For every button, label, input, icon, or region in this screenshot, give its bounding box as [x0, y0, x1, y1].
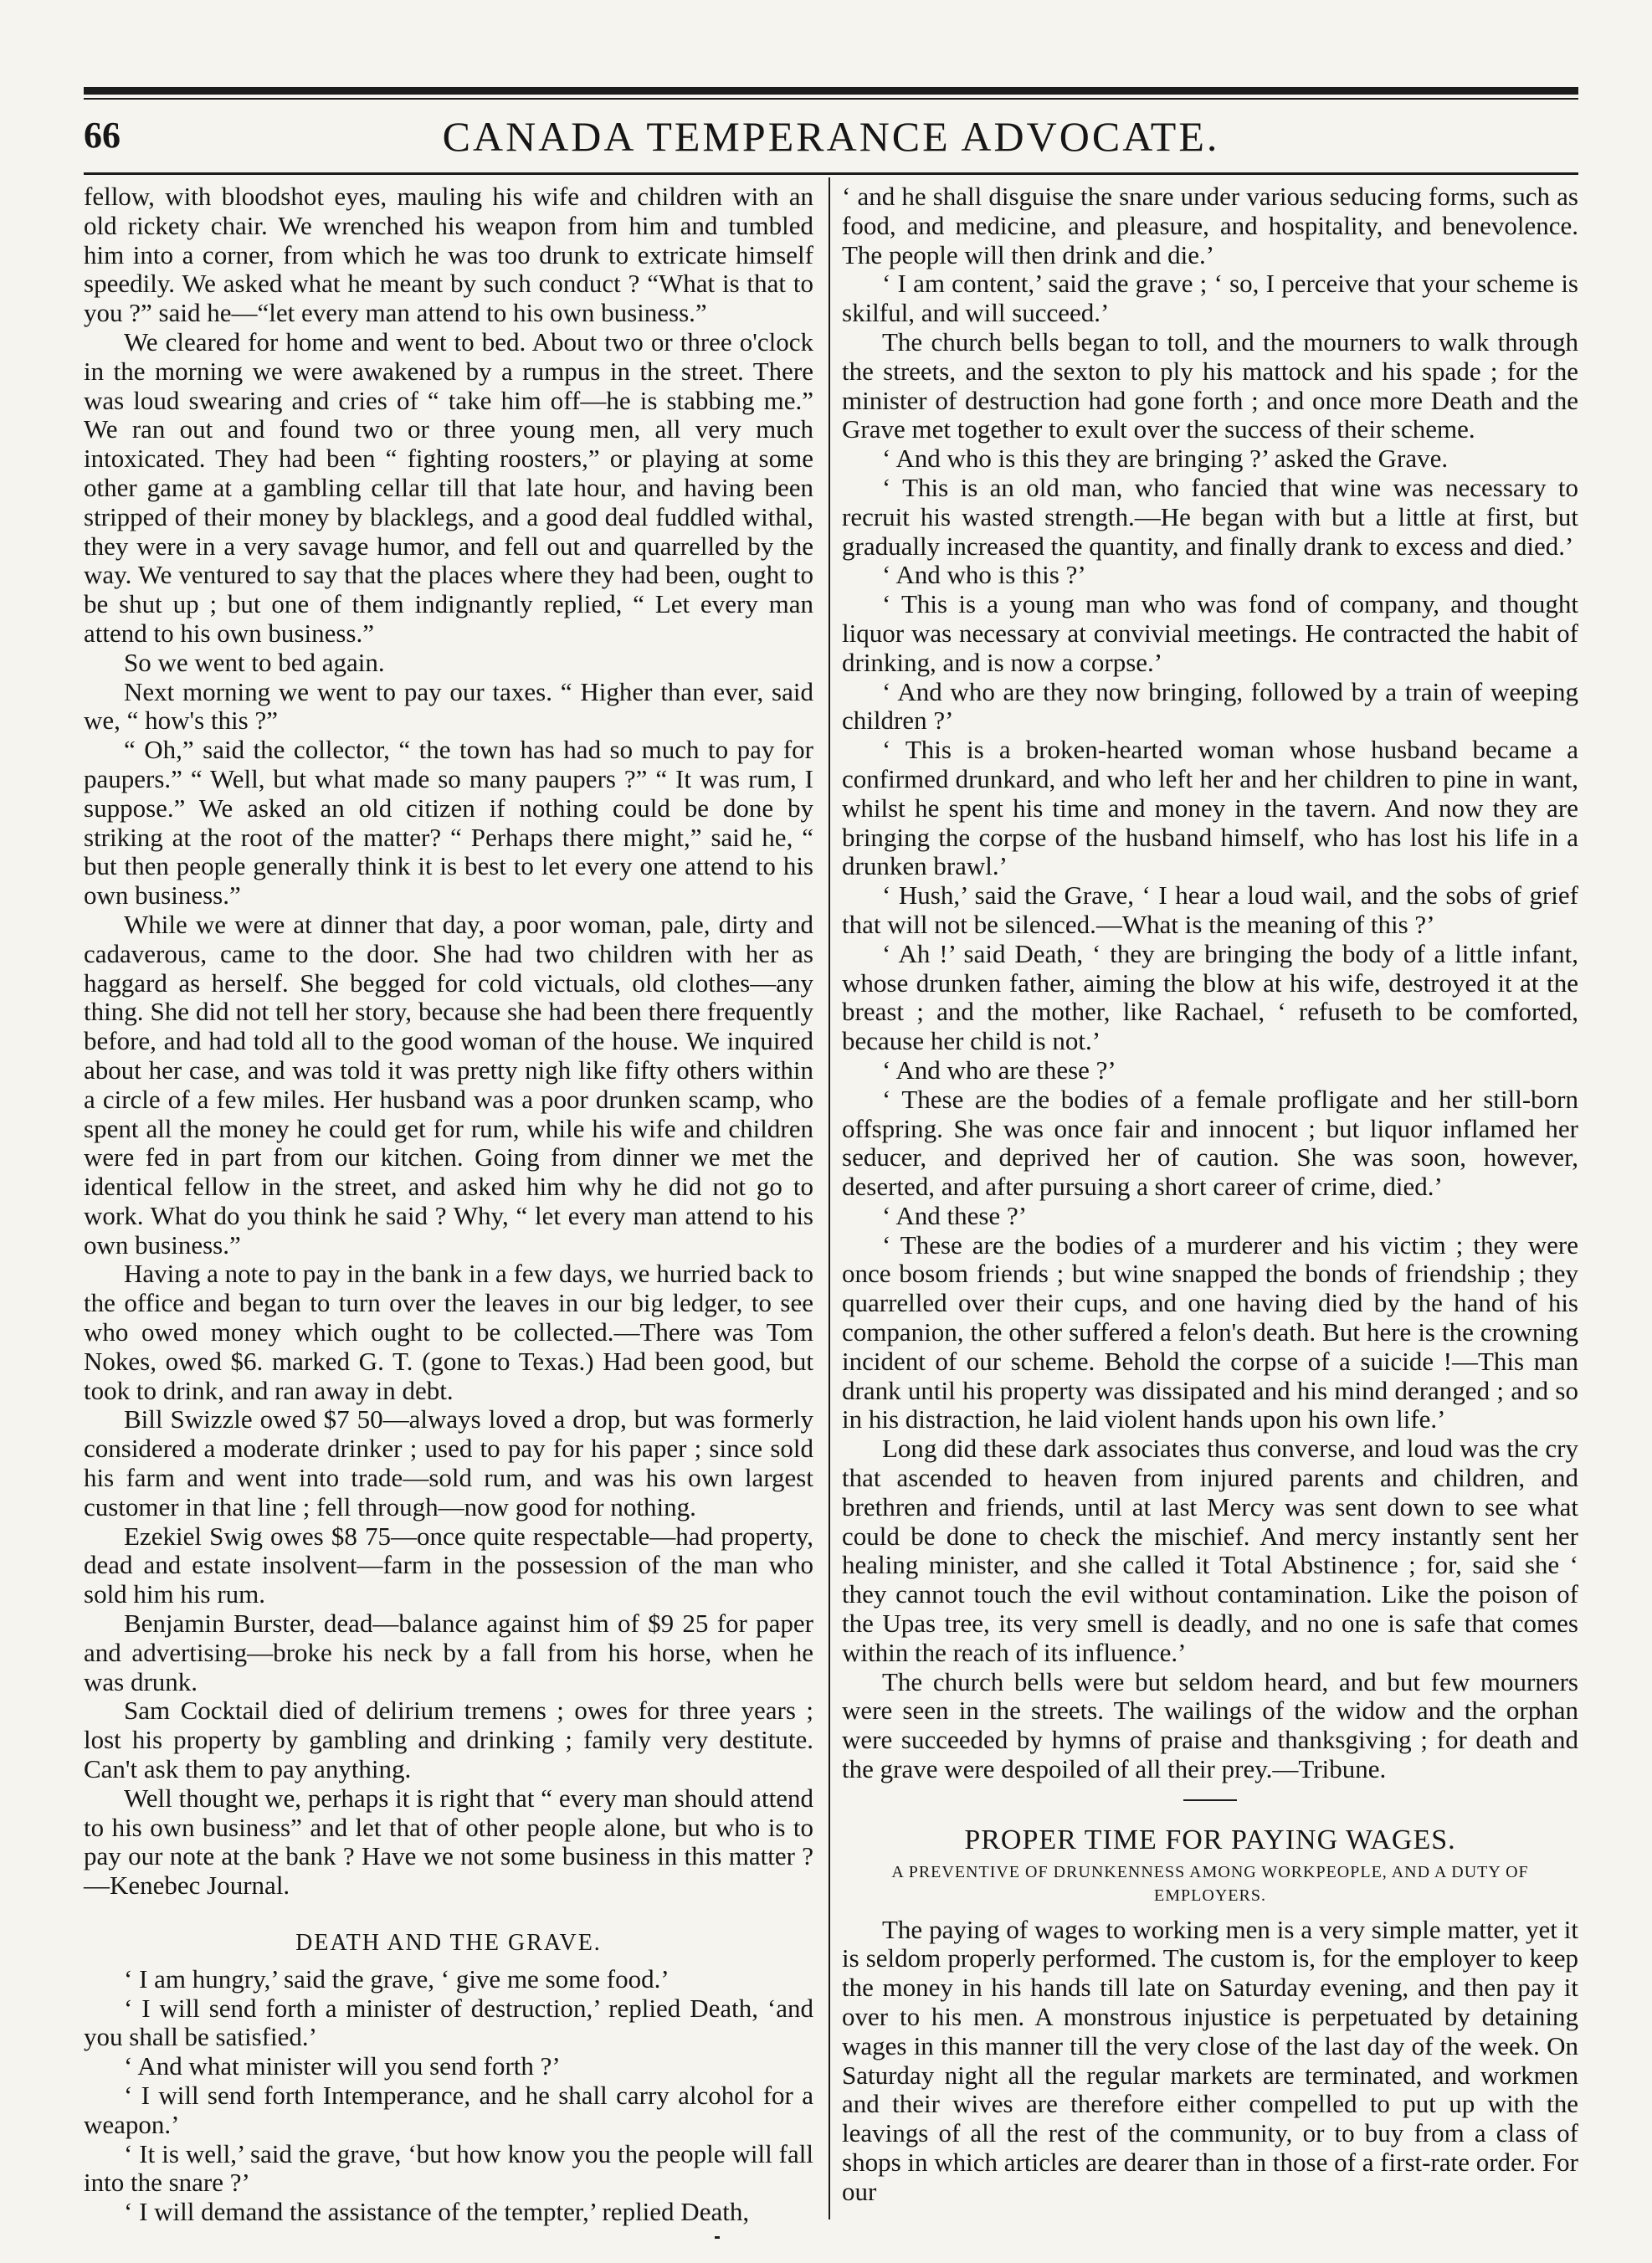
article-paragraph: ‘ Ah !’ said Death, ‘ they are bringing the body of a little infant, whose drunken father, aiming the blow at his wife, destroyed it at the breast ; and the mother, like Rachael, ‘ refuseth to be comforted, because her child is not.’ — [842, 938, 1578, 1056]
masthead-title: CANADA TEMPERANCE ADVOCATE. — [442, 113, 1220, 160]
article-paragraph: Ezekiel Swig owes $8 75—once quite respectable—had property, dead and estate insolvent—farm in the possession of the man who sold him his rum. — [84, 1521, 813, 1609]
article-paragraph: ‘ This is an old man, who fancied that wine was necessary to recruit his wasted strength.—He began with but a little at first, but gradually increased the quantity, and finally drank to excess and died.’ — [842, 472, 1578, 561]
article-paragraph: ‘ And these ?’ — [882, 1200, 1028, 1230]
article-paragraph: ‘ and he shall disguise the snare under various seducing forms, such as food, and medicine, and pleasure, and hospitality, and benevolence. The people will then drink and die.’ — [842, 182, 1578, 269]
wages-subheading: A PREVENTIVE OF DRUNKENNESS AMONG WORKPEOPLE, AND A DUTY OF EMPLOYERS. — [891, 1862, 1529, 1905]
article-paragraph: The paying of wages to working men is a very simple matter, yet it is seldom properly performed. The custom is, for the employer to keep the money in his hands till late on Saturday evening, and then pay it over to his men. A monstrous injustice is perpetuated by detaining wages in this manner till the very close of the last day of the week. On Saturday night all the regular markets are terminated, and workmen and their wives are therefore either compelled to put up with the leavings of all the rest of the community, or to buy from a class of shops in which articles are dearer than in those of a first-rate order. For our — [842, 1914, 1578, 2206]
left-column — [84, 182, 813, 2227]
article-paragraph: So we went to bed again. — [124, 647, 385, 677]
article-paragraph: The church bells began to toll, and the mourners to walk through the streets, and the sexton to ply his mattock and his spade ; for the minister of destruction had gone forth ; and once more Death and the Grave met together to exult over the success of their scheme. — [842, 326, 1578, 444]
top-thin-rule — [84, 98, 1578, 100]
article-paragraph: Next morning we went to pay our taxes. “ Higher than ever, said we, “ how's this ?” — [84, 676, 813, 736]
article-paragraph: We cleared for home and went to bed. About two or three o'clock in the morning we were awakened by a rumpus in the street. There was loud swearing and cries of “ take him off—he is stabbing me.” We ran out and found two or three young men, all very much intoxicated. They had been “ fighting roosters,” or playing at some other game at a gambling cellar till that late hour, and having been stripped of their money by blacklegs, and a good deal fuddled withal, they were in a very savage humor, and fell out and quarrelled by the way. We ventured to say that the places where they had been, ought to be shut up ; but one of them indignantly replied, “ Let every man attend to his own business.” — [84, 326, 813, 648]
article-paragraph: Well thought we, perhaps it is right that “ every man should attend to his own business” and let that of other people alone, but who is to pay our note at the bank ? Have we not some business in this matter ?—Kenebec Journal. — [84, 1783, 813, 1901]
article-paragraph: ‘ This is a young man who was fond of company, and thought liquor was necessary at convivial meetings. He contracted the habit of drinking, and is now a corpse.’ — [842, 589, 1578, 677]
death-grave-heading: DEATH AND THE GRAVE. — [295, 1930, 602, 1957]
article-paragraph: The church bells were but seldom heard, and but few mourners were seen in the streets. The wailings of the widow and the orphan were succeeded by hymns of praise and thanksgiving ; for death and the grave were despoiled of all their prey.—Tribune. — [842, 1666, 1578, 1784]
article-paragraph: ‘ I am hungry,’ said the grave, ‘ give me some food.’ — [124, 1963, 670, 1994]
article-paragraph: ‘ I will send forth a minister of destruction,’ replied Death, ‘and you shall be satisfied.’ — [84, 1993, 813, 2052]
article-paragraph: Having a note to pay in the bank in a few days, we hurried back to the office and began to turn over the leaves in our big ledger, to see who owed money which ought to be collected.—There was Tom Nokes, owed $6. marked G. T. (gone to Texas.) Had been good, but took to drink, and ran away in debt. — [84, 1259, 813, 1405]
article-paragraph: “ Oh,” said the collector, “ the town has had so much to pay for paupers.” “ Well, but what made so many paupers ?” “ It was rum, I suppose.” We asked an old citizen if nothing could be done by striking at the root of the matter? “ Perhaps there might,” said he, “ but then people generally think it is best to let every one attend to his own business.” — [84, 735, 813, 911]
page-number: 66 — [84, 115, 121, 156]
article-paragraph: ‘ And what minister will you send forth ?’ — [124, 2051, 561, 2081]
article-paragraph: While we were at dinner that day, a poor woman, pale, dirty and cadaverous, came to the door. She had two children with her as haggard as herself. She begged for cold victuals, old clothes—any thing. She did not tell her story, because she had been there frequently before, and had told all to the good woman of the house. We inquired about her case, and was told it was pretty nigh like fifty others within a circle of a few miles. Her husband was a poor drunken scamp, who spent all the money he could get for rum, while his wife and children were fed in part from our kitchen. Going from dinner we met the identical fellow in the street, and asked him why he did not go to work. What do you think he said ? Why, “ let every man attend to his own business.” — [84, 909, 813, 1260]
article-paragraph: ‘ These are the bodies of a murderer and his victim ; they were once bosom friends ; but wine snapped the bonds of friendship ; they quarrelled over their cups, and one having died by the hand of his companion, the other suffered a felon's death. But here is the crowning incident of our scheme. Behold the corpse of a suicide !—This man drank until his property was dissipated and his mind deranged ; and so in his distraction, he laid violent hands upon his own life.’ — [842, 1229, 1578, 1434]
article-paragraph: fellow, with bloodshot eyes, mauling his wife and children with an old rickety chair. We wrenched his weapon from him and tumbled him into a corner, from which he was too drunk to extricate himself speedily. We asked what he meant by such conduct ? “What is that to you ?” said he—“let every man attend to his own business.” — [84, 182, 813, 328]
article-paragraph: ‘ I will demand the assistance of the tempter,’ replied Death, — [124, 2197, 750, 2227]
article-paragraph: ‘ It is well,’ said the grave, ‘but how know you the people will fall into the snare ?’ — [84, 2138, 813, 2198]
article-paragraph: Sam Cocktail died of delirium tremens ; owes for three years ; lost his property by gambling and drinking ; family very destitute. Can't ask them to pay anything. — [84, 1696, 813, 1784]
article-paragraph: Bill Swizzle owed $7 50—always loved a drop, but was formerly considered a moderate drinker ; used to pay for his paper ; since sold his farm and went into trade—sold rum, and was his own largest customer in that line ; fell through—now good for nothing. — [84, 1404, 813, 1521]
article-paragraph: ‘ Hush,’ said the Grave, ‘ I hear a loud wail, and the sobs of grief that will not be silenced.—What is the meaning of this ?’ — [842, 880, 1578, 939]
footer-mark — [715, 2236, 720, 2239]
article-paragraph: ‘ I will send forth Intemperance, and he shall carry alcohol for a weapon.’ — [84, 2081, 813, 2139]
article-paragraph: ‘ And who is this ?’ — [882, 560, 1086, 590]
right-column — [842, 182, 1578, 2207]
article-paragraph: Long did these dark associates thus converse, and loud was the cry that ascended to heaven from injured parents and children, and brethren and friends, until at last Mercy was sent down to see what could be done to check the mischief. And mercy instantly sent her healing minister, and she called it Total Abstinence ; for, said she ‘ they cannot touch the evil without contamination. Like the poison of the Upas tree, its very smell is deadly, and no one is safe that comes within the reach of its influence.’ — [842, 1434, 1578, 1667]
article-paragraph: ‘ And who is this they are bringing ?’ asked the Grave. — [882, 444, 1449, 474]
column-divider — [829, 177, 830, 2219]
article-paragraph: Benjamin Burster, dead—balance against him of $9 25 for paper and advertising—broke his neck by a fall from his horse, when he was drunk. — [84, 1609, 813, 1696]
article-paragraph: ‘ This is a broken-hearted woman whose husband became a confirmed drunkard, and who left her and her children to pine in want, whilst he spent his time and money in the tavern. And now they are bringing the corpse of the husband himself, who has lost his life in a drunken brawl.’ — [842, 735, 1578, 881]
page-header — [84, 109, 1578, 167]
header-rule — [84, 172, 1578, 175]
section-divider — [1183, 1799, 1237, 1801]
article-paragraph: ‘ And who are these ?’ — [882, 1055, 1116, 1085]
wages-heading: PROPER TIME FOR PAYING WAGES. — [964, 1824, 1456, 1855]
article-paragraph: ‘ These are the bodies of a female profligate and her still-born offspring. She was once fair and innocent ; but liquor inflamed her seducer, and deprived her of caution. She was soon, however, deserted, and after pursuing a short career of crime, died.’ — [842, 1084, 1578, 1202]
article-paragraph: ‘ I am content,’ said the grave ; ‘ so, I perceive that your scheme is skilful, and will succeed.’ — [842, 269, 1578, 328]
top-thick-rule — [84, 87, 1578, 95]
article-paragraph: ‘ And who are they now bringing, followed by a train of weeping children ?’ — [842, 676, 1578, 736]
